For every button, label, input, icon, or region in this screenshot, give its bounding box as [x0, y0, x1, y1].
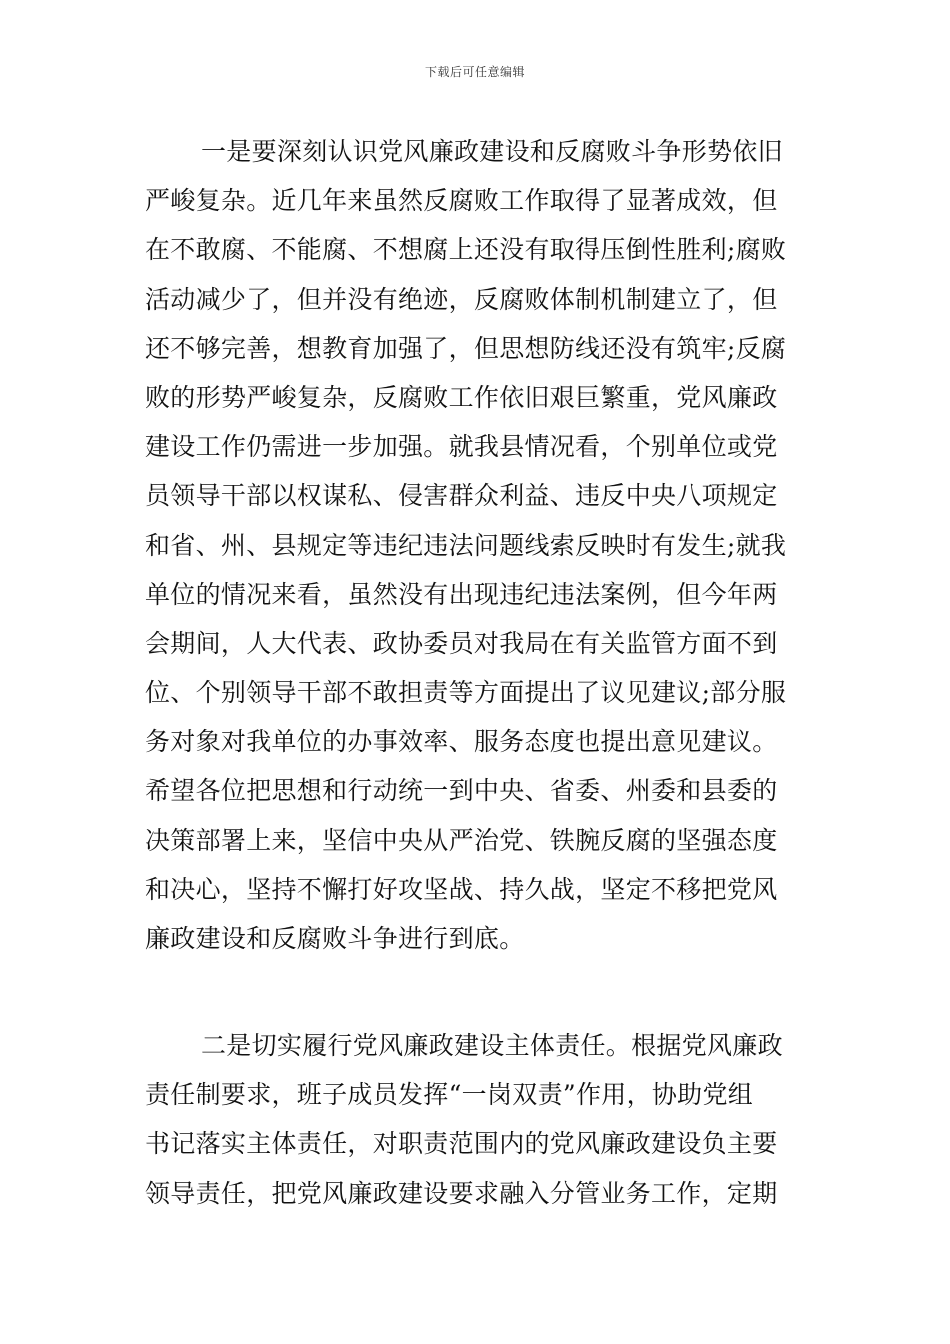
paragraph-line: 会期间，人大代表、政协委员对我局在有关监管方面不到: [145, 628, 778, 658]
paragraph-line: 决策部署上来，坚信中央从严治党、铁腕反腐的坚强态度: [145, 825, 778, 855]
paragraph-line: 领导责任，把党风廉政建设要求融入分管业务工作，定期: [145, 1178, 778, 1208]
paragraph-line: 责任制要求，班子成员发挥“一岗双责”作用，协助党组: [145, 1080, 754, 1110]
paragraph-line: 还不够完善，想教育加强了，但思想防线还没有筑牢;反腐: [145, 333, 787, 363]
paragraph-line: 在不敢腐、不能腐、不想腐上还没有取得压倒性胜利;腐败: [145, 235, 787, 265]
page-header: 下载后可任意编辑: [424, 65, 525, 79]
paragraph-line: 务对象对我单位的办事效率、服务态度也提出意见建议。: [145, 727, 778, 757]
paragraph-line: 败的形势严峻复杂，反腐败工作依旧艰巨繁重，党风廉政: [145, 382, 778, 412]
paragraph-line: 员领导干部以权谋私、侵害群众利益、违反中央八项规定: [145, 481, 778, 511]
paragraph-line: 和决心，坚持不懈打好攻坚战、持久战，坚定不移把党风: [145, 874, 778, 904]
paragraph-1: [145, 127, 805, 963]
paragraph-line: 严峻复杂。近几年来虽然反腐败工作取得了显著成效，但: [145, 186, 778, 216]
paragraph-line: 书记落实主体责任，对职责范围内的党风廉政建设负主要: [145, 1129, 778, 1159]
paragraph-line: 一是要深刻认识党风廉政建设和反腐败斗争形势依旧: [201, 137, 783, 166]
paragraph-line: 廉政建设和反腐败斗争进行到底。: [145, 924, 525, 953]
paragraph-line: 单位的情况来看，虽然没有出现违纪违法案例，但今年两: [145, 579, 778, 609]
paragraph-line: 和省、州、县规定等违纪违法问题线索反映时有发生;就我: [145, 530, 787, 560]
paragraph-line: 活动减少了，但并没有绝迹，反腐败体制机制建立了，但: [145, 284, 778, 314]
paragraph-line: 位、个别领导干部不敢担责等方面提出了议见建议;部分服: [145, 678, 787, 708]
paragraph-2: [145, 1021, 805, 1218]
paragraph-line: 希望各位把思想和行动统一到中央、省委、州委和县委的: [145, 776, 778, 806]
paragraph-line: 建设工作仍需进一步加强。就我县情况看，个别单位或党: [145, 432, 778, 462]
paragraph-line: 二是切实履行党风廉政建设主体责任。根据党风廉政: [201, 1031, 783, 1060]
